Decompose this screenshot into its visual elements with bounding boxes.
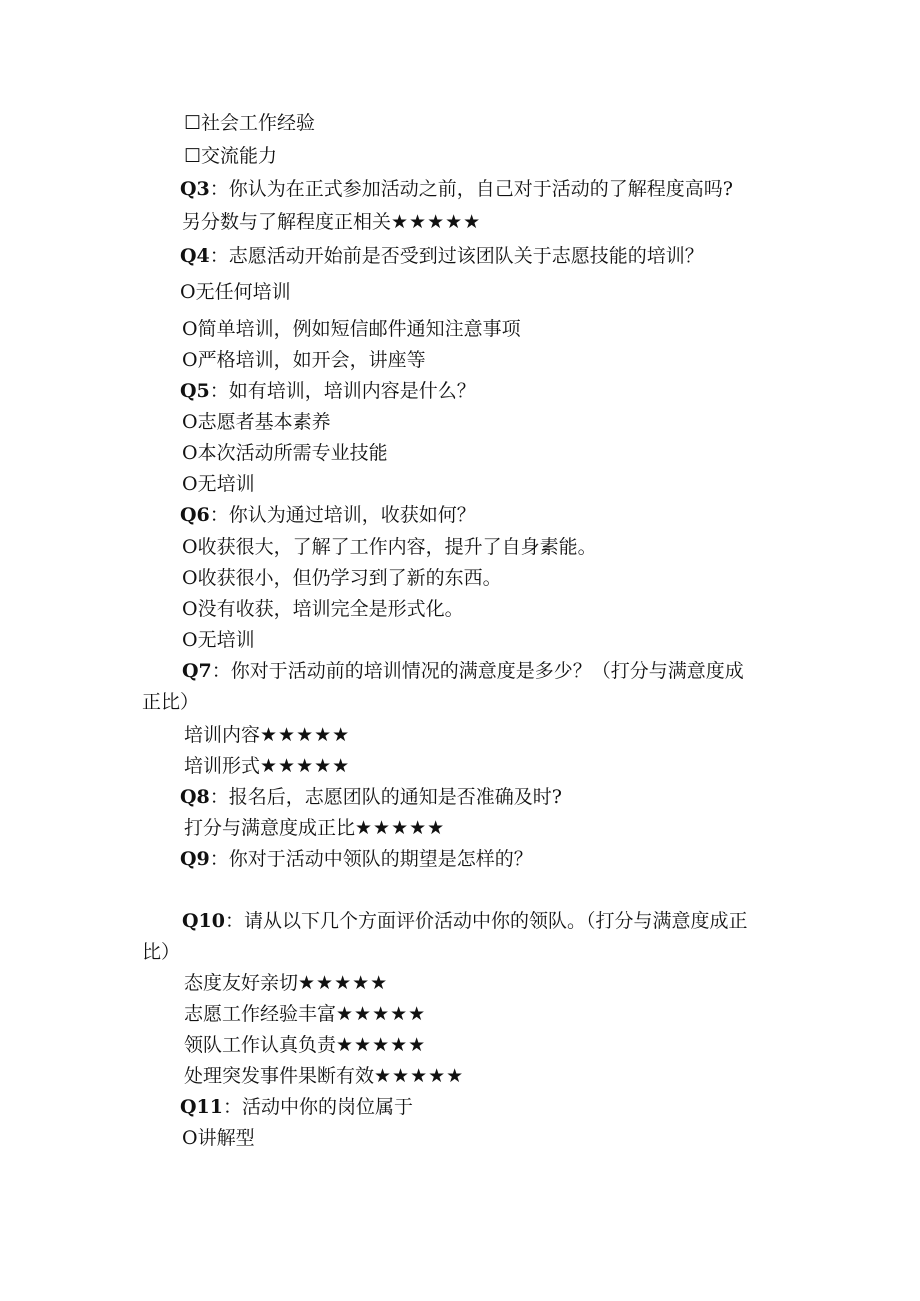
question-q5	[180, 380, 476, 402]
line-text: O无培训	[182, 629, 255, 651]
question-q10	[142, 906, 792, 968]
line-text: ☐交流能力	[184, 145, 278, 167]
rating-notification	[184, 817, 445, 839]
question-q6	[180, 504, 476, 526]
question-label: Q8	[180, 786, 210, 808]
question-label: Q3	[180, 178, 210, 200]
question-label: Q11	[180, 1096, 223, 1118]
question-text-continuation: 正比）	[142, 691, 200, 713]
question-text: ：请从以下几个方面评价活动中你的领队。（打分与满意度成正	[225, 910, 748, 932]
option-social-work-experience	[184, 112, 315, 134]
line-text: O无任何培训	[180, 281, 291, 303]
option-professional-skills	[182, 442, 388, 464]
rating-understanding	[182, 211, 481, 233]
line-text: O本次活动所需专业技能	[182, 442, 388, 464]
star-rating-icon: ★★★★★	[260, 755, 351, 777]
option-communication-ability	[184, 145, 277, 167]
option-no-training	[182, 629, 255, 651]
option-guide-type	[182, 1127, 255, 1149]
question-text: ：你对于活动中领队的期望是怎样的？	[209, 848, 533, 870]
line-text: O讲解型	[182, 1127, 255, 1149]
line-text: O没有收获，培训完全是形式化。	[182, 598, 464, 620]
rating-friendly-attitude	[184, 972, 388, 994]
question-q9	[180, 848, 533, 870]
star-rating-icon: ★★★★★	[355, 817, 446, 839]
question-q8	[180, 786, 562, 808]
star-rating-icon: ★★★★★	[374, 1065, 465, 1087]
rating-training-content	[184, 724, 350, 746]
star-rating-icon: ★★★★★	[298, 972, 389, 994]
line-text: O严格培训，如开会，讲座等	[182, 349, 426, 371]
option-no-training	[180, 281, 291, 303]
question-label: Q4	[180, 245, 210, 267]
rating-label: 培训形式	[184, 755, 261, 777]
question-q7	[142, 656, 782, 718]
option-basic-qualities	[182, 411, 331, 433]
star-rating-icon: ★★★★★	[336, 1003, 427, 1025]
rating-label: 培训内容	[184, 724, 261, 746]
question-q3	[180, 178, 733, 200]
question-text: ：活动中你的岗位属于	[223, 1096, 414, 1118]
line-text: O志愿者基本素养	[182, 411, 331, 433]
rating-emergency-handling	[184, 1065, 464, 1087]
question-q11	[180, 1096, 413, 1118]
rating-label: 处理突发事件果断有效	[184, 1065, 375, 1087]
rating-responsible-leader	[184, 1034, 426, 1056]
question-text: ：志愿活动开始前是否受到过该团队关于志愿技能的培训？	[209, 245, 704, 267]
rating-rich-experience	[184, 1003, 426, 1025]
line-text: ☐社会工作经验	[184, 112, 316, 134]
question-q4	[180, 245, 704, 267]
rating-label: 志愿工作经验丰富	[184, 1003, 337, 1025]
rating-label: 态度友好亲切	[184, 972, 299, 994]
question-text: ：你对于活动前的培训情况的满意度是多少？（打分与满意度成	[211, 660, 744, 682]
question-text: ：你认为在正式参加活动之前，自己对于活动的了解程度高吗?	[209, 178, 733, 200]
line-text: O无培训	[182, 473, 255, 495]
question-label: Q7	[182, 660, 212, 682]
rating-label: 领队工作认真负责	[184, 1034, 337, 1056]
option-no-training	[182, 473, 255, 495]
question-label: Q5	[180, 380, 210, 402]
line-text: O简单培训，例如短信邮件通知注意事项	[182, 318, 521, 340]
star-rating-icon: ★★★★★	[391, 211, 482, 233]
line-text: O收获很大，了解了工作内容，提升了自身素能。	[182, 536, 597, 558]
question-label: Q9	[180, 848, 210, 870]
rating-label: 另分数与了解程度正相关	[182, 211, 392, 233]
star-rating-icon: ★★★★★	[260, 724, 351, 746]
star-rating-icon: ★★★★★	[336, 1034, 427, 1056]
line-text: O收获很小，但仍学习到了新的东西。	[182, 567, 502, 589]
question-text: ：报名后，志愿团队的通知是否准确及时?	[209, 786, 562, 808]
question-label: Q6	[180, 504, 210, 526]
question-text: ：你认为通过培训，收获如何？	[209, 504, 476, 526]
option-small-gain	[182, 567, 502, 589]
question-text-continuation: 比）	[142, 941, 181, 963]
option-strict-training	[182, 349, 426, 371]
question-text: ：如有培训，培训内容是什么？	[209, 380, 476, 402]
rating-label: 打分与满意度成正比	[184, 817, 356, 839]
option-no-gain	[182, 598, 464, 620]
option-big-gain	[182, 536, 597, 558]
option-simple-training	[182, 318, 521, 340]
question-label: Q10	[182, 910, 225, 932]
rating-training-format	[184, 755, 350, 777]
